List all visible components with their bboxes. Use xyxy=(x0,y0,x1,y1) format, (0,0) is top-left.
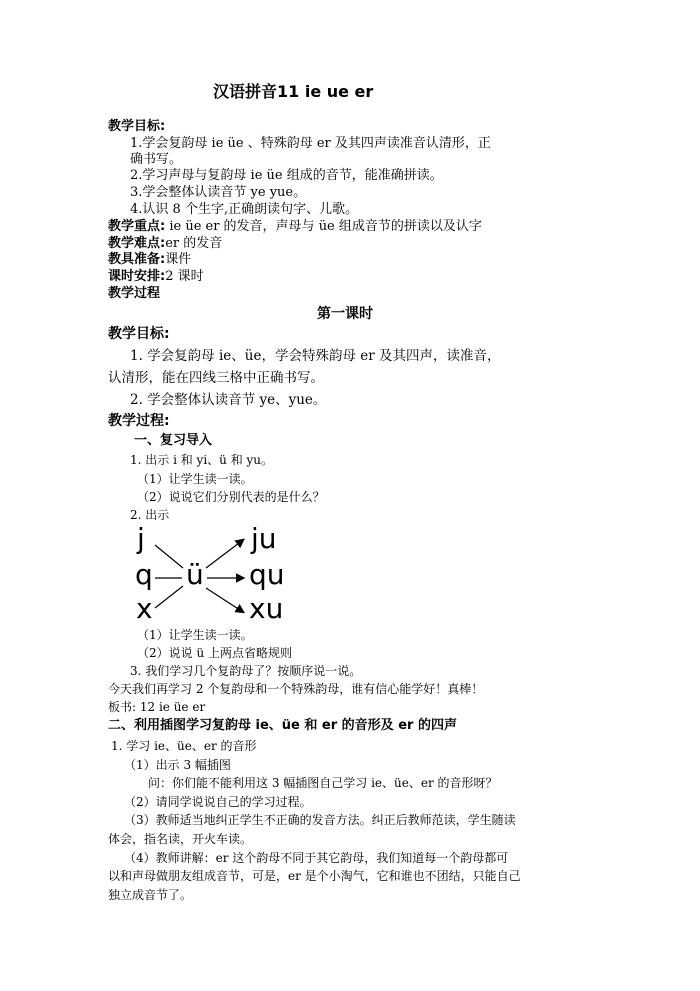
syllable-qu: qu xyxy=(249,558,285,591)
step-line: 今天我们再学习 2 个复韵母和一个特殊韵母，谁有信心能学好！真棒！ xyxy=(108,682,484,696)
lesson-goal-line: 2. 学会整体认读音节 ye、yue。 xyxy=(130,392,327,408)
tools-text: 课件 xyxy=(165,252,192,267)
lesson-goal-line: 1. 学会复韵母 ie、üe，学会特殊韵母 er 及其四声，读准音， xyxy=(130,348,501,364)
goal-line: 1.学会复韵母 ie üe 、特殊韵母 er 及其四声读准音认清形，正 xyxy=(130,136,491,151)
arrow-line xyxy=(155,586,183,608)
step-line: 1. 学习 ie、üe、er 的音形 xyxy=(111,739,257,753)
goal-line: 2.学习声母与复韵母 ie üe 组成的音节，能准确拼读。 xyxy=(130,168,443,183)
board-writing: 板书: 12 ie üe er xyxy=(108,700,206,714)
initial-j: j xyxy=(137,522,145,555)
step-line: （1）让学生读一读。 xyxy=(137,472,253,486)
page-title: 汉语拼音11 ie ue er xyxy=(213,82,374,101)
step-line: 问：你们能不能利用这 3 幅插图自己学习 ie、üe、er 的音形呀？ xyxy=(148,776,498,790)
step-line: 独立成音节了。 xyxy=(108,888,193,902)
syllable-xu: xu xyxy=(249,592,284,625)
goal-line: 确书写。 xyxy=(130,152,183,167)
initial-x: x xyxy=(136,592,153,625)
goals-label: 教学目标: xyxy=(108,119,166,134)
step-line: 3. 我们学习几个复韵母了？按顺序说一说。 xyxy=(130,664,362,678)
step-line: （2）说说它们分别代表的是什么？ xyxy=(137,490,325,504)
difficult-text: er 的发音 xyxy=(165,236,223,251)
step-line: 2. 出示 xyxy=(130,508,170,522)
lesson-goals-label: 教学目标: xyxy=(108,326,170,342)
initial-q: q xyxy=(135,558,153,591)
step-line: 1. 出示 i 和 yi、ü 和 yu。 xyxy=(130,453,274,467)
step-line: （2）请同学说说自己的学习过程。 xyxy=(124,795,312,809)
step-line: 体会，指名读，开火车读。 xyxy=(108,832,253,846)
tools-label: 教具准备: xyxy=(108,252,166,267)
final-u-umlaut: ü xyxy=(186,558,204,591)
key-text: ie üe er 的发音，声母与 üe 组成音节的拼读以及认字 xyxy=(165,219,482,234)
step-line: （1）让学生读一读。 xyxy=(137,628,253,642)
arrow-line xyxy=(206,540,243,568)
step-line: （4）教师讲解：er 这个韵母不同于其它韵母，我们知道每一个韵母都可 xyxy=(124,851,509,865)
step-line: （1）出示 3 幅插图 xyxy=(124,758,231,772)
process-label: 教学过程 xyxy=(108,286,161,301)
step-line: （3）教师适当地纠正学生不正确的发音方法。纠正后教师范读，学生随读 xyxy=(124,813,516,827)
lesson-process-label: 教学过程: xyxy=(108,413,170,429)
goal-line: 3.学会整体认读音节 ye yue。 xyxy=(130,185,307,200)
section-title: 一、复习导入 xyxy=(134,433,213,448)
step-line: （2）说说 ü 上两点省略规则 xyxy=(137,646,292,660)
schedule-label: 课时安排: xyxy=(108,269,166,284)
difficult-label: 教学难点: xyxy=(108,236,166,251)
key-label: 教学重点: xyxy=(108,219,166,234)
syllable-ju: ju xyxy=(251,522,277,555)
lesson-goal-line: 认清形，能在四线三格中正确书写。 xyxy=(108,370,324,386)
arrow-line xyxy=(206,588,243,612)
section-title: 二、利用插图学习复韵母 ie、üe 和 er 的音形及 er 的四声 xyxy=(108,718,457,733)
lesson-heading: 第一课时 xyxy=(317,306,373,322)
schedule-text: 2 课时 xyxy=(165,269,204,284)
arrow-line xyxy=(155,545,183,568)
goal-line: 4.认识 8 个生字,正确朗读句字、儿歌。 xyxy=(130,202,359,217)
step-line: 以和声母做朋友组成音节，可是，er 是个小淘气，它和谁也不团结，只能自己 xyxy=(108,869,521,883)
